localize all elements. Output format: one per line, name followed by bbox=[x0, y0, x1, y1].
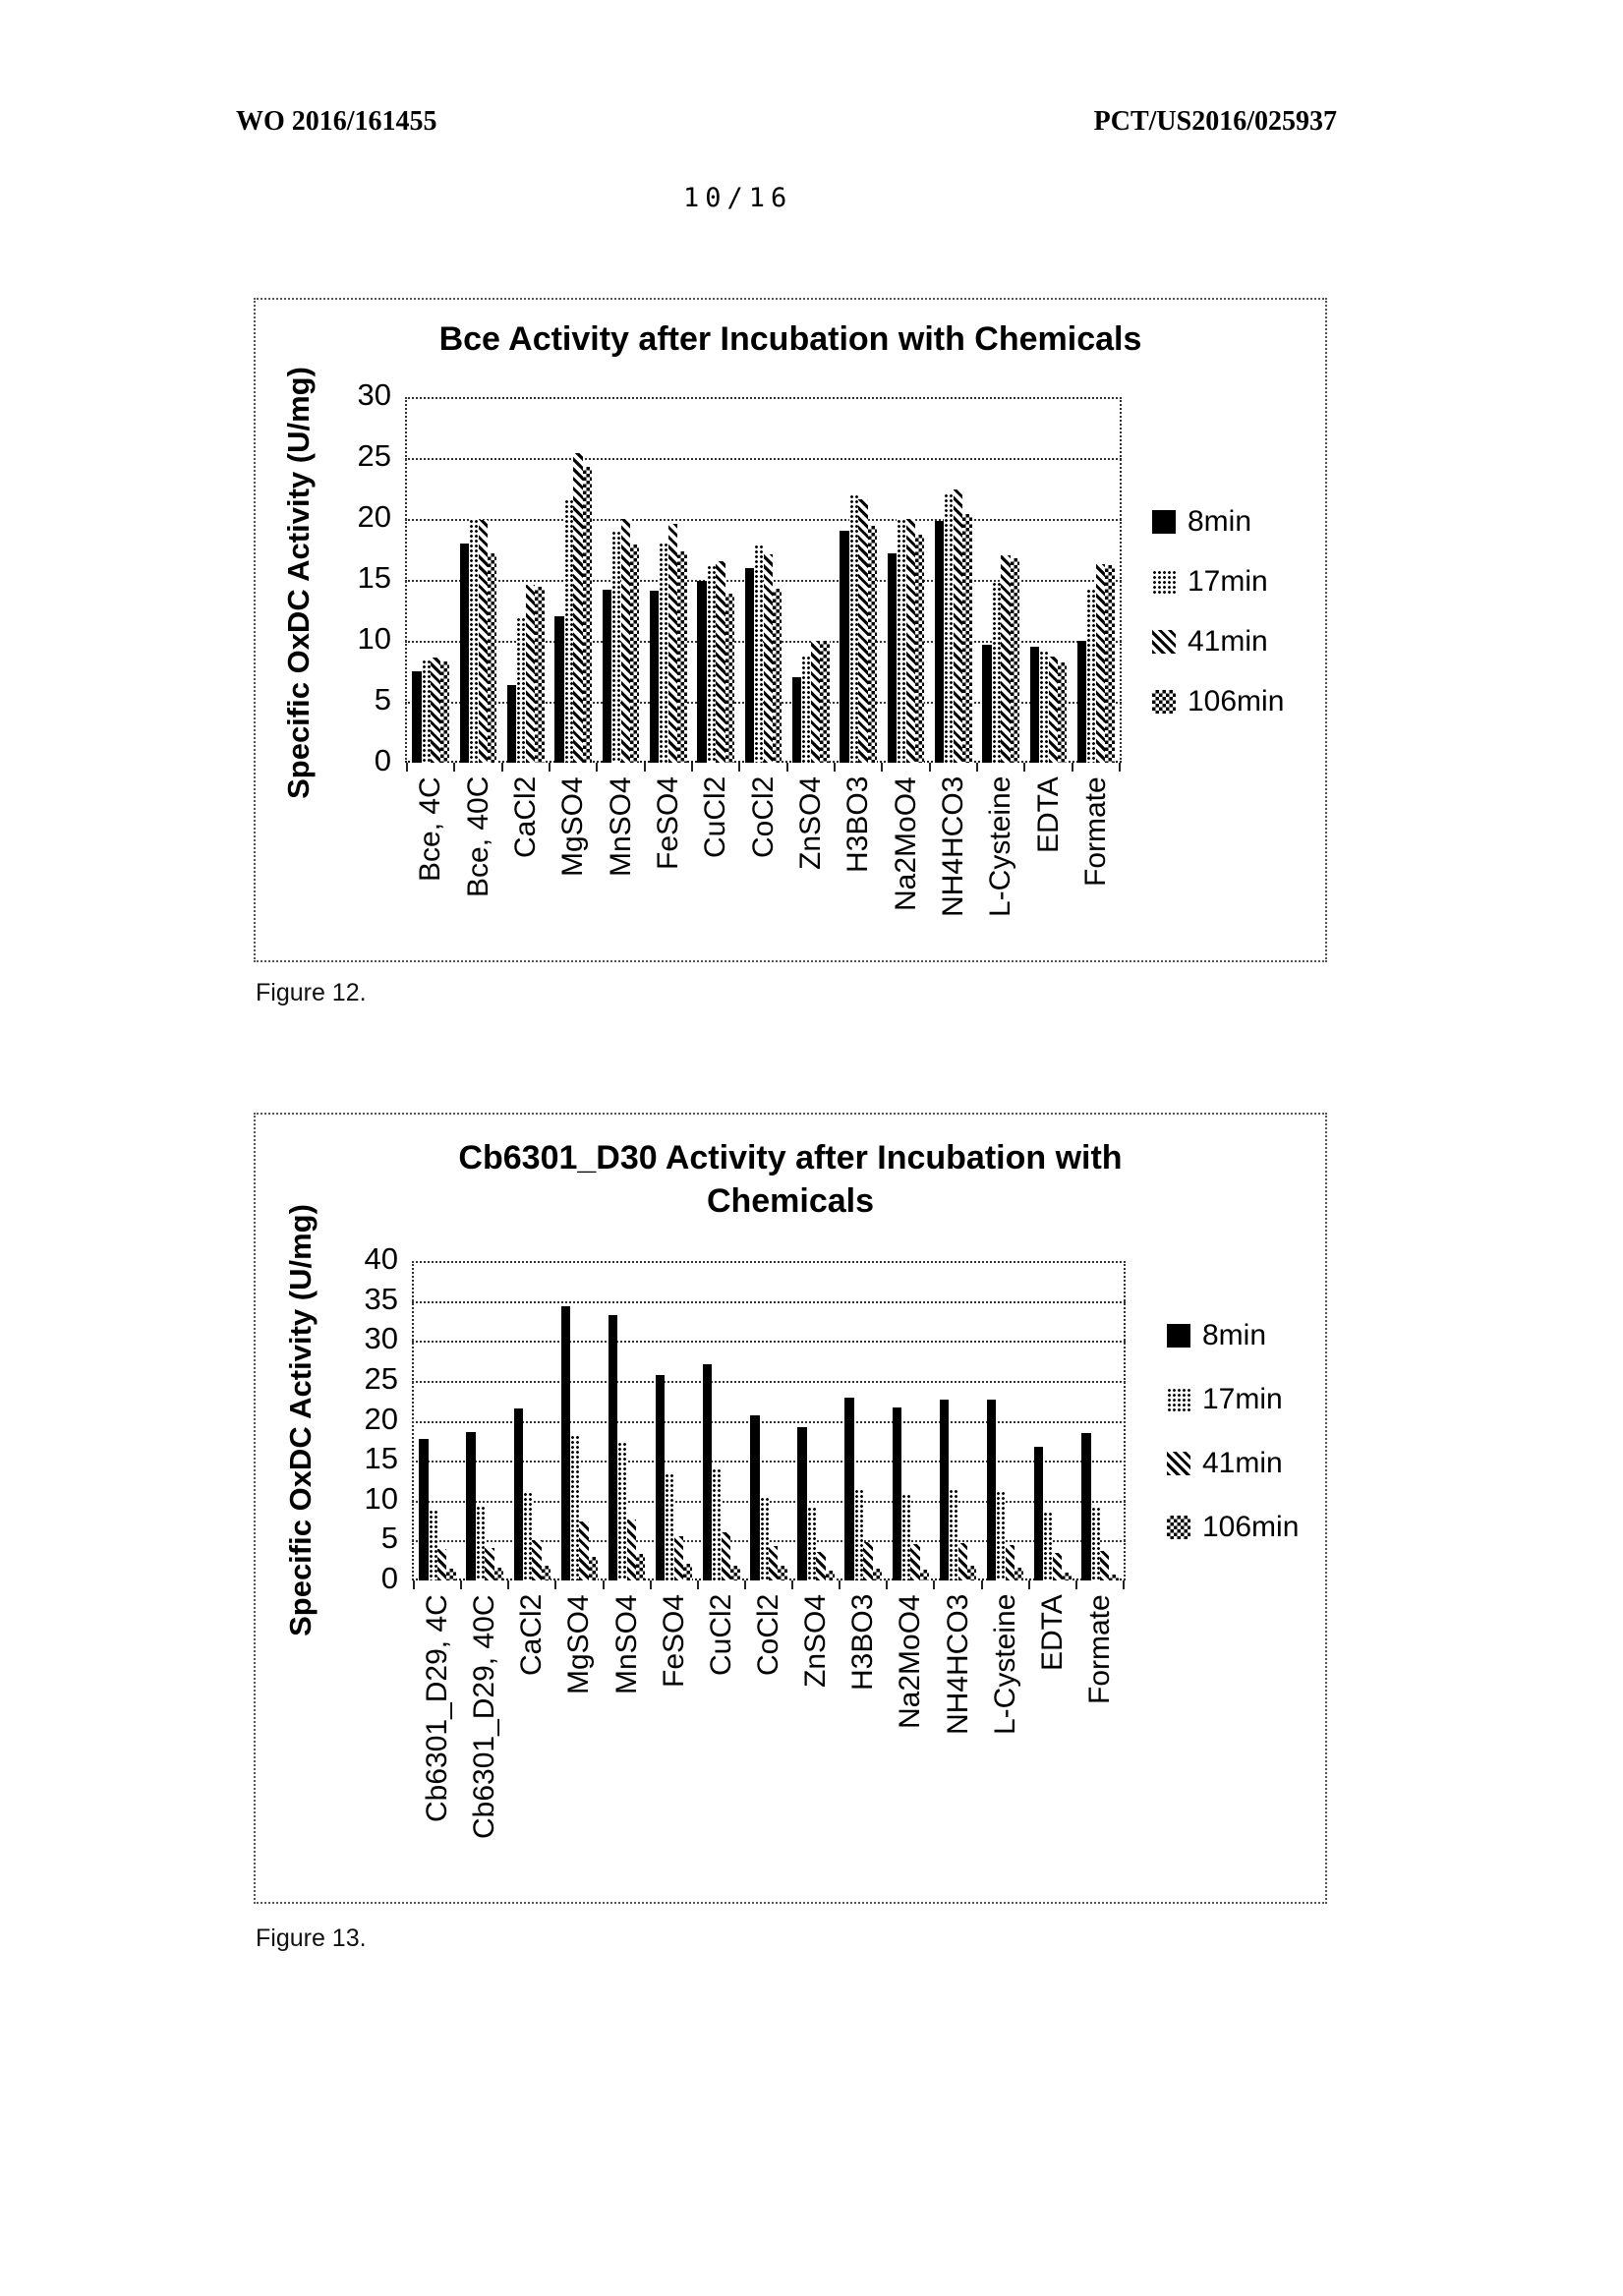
bar bbox=[1030, 647, 1039, 763]
x-axis-tick bbox=[839, 1580, 840, 1589]
bar bbox=[507, 685, 516, 763]
bar bbox=[962, 514, 971, 763]
legend-label: 41min bbox=[1188, 625, 1268, 658]
x-axis-tick bbox=[1028, 1580, 1030, 1589]
bar bbox=[801, 656, 810, 763]
bar bbox=[982, 645, 991, 763]
bar bbox=[419, 1439, 428, 1580]
bar bbox=[561, 1306, 570, 1580]
x-category-label: ZnSO4 bbox=[799, 1594, 833, 1689]
bar bbox=[466, 1432, 475, 1580]
bar bbox=[429, 1510, 437, 1580]
x-axis-tick bbox=[1072, 763, 1073, 772]
bar bbox=[523, 1492, 532, 1580]
bar bbox=[570, 1435, 579, 1580]
x-category-label: H3BO3 bbox=[846, 1594, 880, 1692]
bar bbox=[603, 590, 611, 763]
y-tick-label: 20 bbox=[357, 499, 391, 535]
bar bbox=[697, 581, 706, 763]
x-category-label: MgSO4 bbox=[556, 776, 590, 877]
bar bbox=[920, 1570, 929, 1580]
bar bbox=[650, 591, 659, 763]
plot-area bbox=[357, 377, 1122, 918]
gridline bbox=[405, 458, 1122, 460]
gridline bbox=[412, 1341, 1126, 1343]
legend-marker-17min bbox=[1152, 570, 1176, 594]
gridline bbox=[412, 1301, 1126, 1303]
bar bbox=[1006, 1545, 1014, 1580]
bar bbox=[668, 524, 677, 763]
bar bbox=[915, 535, 924, 763]
bar bbox=[906, 519, 915, 763]
bar bbox=[636, 1554, 645, 1580]
bar bbox=[1034, 1447, 1043, 1580]
bar bbox=[910, 1544, 919, 1580]
bar bbox=[1011, 558, 1019, 763]
x-category-label: NH4HCO3 bbox=[941, 1594, 974, 1736]
x-axis-tick bbox=[881, 763, 883, 772]
bar bbox=[542, 1566, 551, 1580]
bar bbox=[987, 1400, 996, 1580]
bar bbox=[589, 1557, 598, 1580]
bar bbox=[760, 1497, 769, 1580]
x-axis-tick bbox=[738, 763, 740, 772]
bar bbox=[1014, 1568, 1023, 1580]
y-tick-label: 25 bbox=[364, 1361, 398, 1397]
bar bbox=[996, 1491, 1005, 1580]
figure-13-box bbox=[254, 1113, 1327, 1904]
bar bbox=[1043, 1512, 1052, 1580]
x-category-label: CaCl2 bbox=[508, 776, 542, 859]
x-category-label: CuCl2 bbox=[704, 1594, 737, 1677]
bar bbox=[868, 526, 877, 763]
y-tick-label: 15 bbox=[364, 1441, 398, 1476]
bar bbox=[683, 1564, 692, 1580]
bar bbox=[863, 1542, 872, 1580]
bar bbox=[949, 1489, 957, 1580]
bar bbox=[1001, 555, 1010, 763]
bar bbox=[514, 1408, 523, 1580]
x-category-label: CaCl2 bbox=[515, 1594, 549, 1677]
chart-title: Bce Activity after Incubation with Chemicals bbox=[438, 320, 1142, 358]
bar bbox=[677, 551, 686, 763]
bar bbox=[488, 553, 496, 763]
bar bbox=[583, 467, 592, 763]
bar bbox=[849, 494, 858, 763]
bar bbox=[840, 531, 848, 763]
x-axis-tick bbox=[406, 763, 408, 772]
bar bbox=[826, 1571, 835, 1580]
patent-number: WO 2016/161455 bbox=[236, 106, 437, 137]
x-axis-tick bbox=[460, 1580, 462, 1589]
x-category-label: EDTA bbox=[1031, 776, 1065, 853]
gridline bbox=[412, 1261, 1126, 1263]
bar bbox=[573, 453, 582, 763]
x-axis-tick bbox=[413, 1580, 415, 1589]
bar bbox=[621, 519, 630, 763]
legend-label: 41min bbox=[1202, 1447, 1283, 1479]
x-axis-tick bbox=[834, 763, 836, 772]
y-tick-label: 5 bbox=[374, 682, 391, 718]
legend-label: 106min bbox=[1188, 685, 1285, 718]
bar bbox=[659, 543, 667, 763]
bar bbox=[1105, 565, 1114, 763]
bar bbox=[1096, 564, 1105, 763]
gridline bbox=[405, 519, 1122, 521]
bar bbox=[665, 1473, 673, 1580]
bar bbox=[897, 519, 905, 763]
bar bbox=[816, 1552, 825, 1580]
x-category-label: H3BO3 bbox=[841, 776, 875, 874]
bar bbox=[437, 1549, 446, 1581]
y-tick-label: 10 bbox=[364, 1480, 398, 1516]
bar bbox=[745, 568, 754, 763]
bar bbox=[564, 499, 573, 763]
y-tick-label: 35 bbox=[364, 1281, 398, 1316]
x-axis-tick bbox=[650, 1580, 652, 1589]
bar bbox=[412, 671, 421, 763]
bar bbox=[764, 554, 773, 763]
y-tick-label: 30 bbox=[364, 1321, 398, 1356]
x-axis-tick bbox=[1023, 763, 1025, 772]
bar bbox=[1077, 641, 1086, 763]
bar bbox=[1039, 651, 1048, 763]
x-category-label: Cb6301_D29, 4C bbox=[421, 1594, 454, 1822]
bar bbox=[1049, 657, 1058, 763]
bar bbox=[873, 1569, 882, 1580]
x-category-label: CuCl2 bbox=[699, 776, 732, 859]
bar bbox=[422, 660, 431, 763]
legend-marker-106min bbox=[1167, 1516, 1190, 1539]
x-axis-tick bbox=[507, 1580, 509, 1589]
legend-item bbox=[1167, 1319, 1266, 1352]
bar bbox=[944, 493, 953, 763]
gridline bbox=[405, 397, 1122, 399]
bar bbox=[954, 489, 962, 763]
x-axis-tick bbox=[554, 1580, 556, 1589]
legend-marker-41min bbox=[1152, 630, 1176, 654]
bar bbox=[494, 1568, 503, 1580]
bar bbox=[967, 1566, 976, 1580]
bar bbox=[611, 531, 620, 763]
bar bbox=[674, 1536, 683, 1581]
x-category-label: Formate bbox=[1078, 776, 1112, 887]
y-tick-label: 5 bbox=[380, 1521, 398, 1556]
bar bbox=[479, 520, 488, 763]
x-category-label: Na2MoO4 bbox=[889, 776, 922, 911]
bar bbox=[858, 499, 867, 763]
bar bbox=[707, 565, 716, 763]
x-axis-tick bbox=[691, 763, 693, 772]
bar bbox=[516, 617, 525, 763]
bar bbox=[1081, 1433, 1090, 1580]
figure-12-box bbox=[254, 298, 1327, 962]
legend-label: 17min bbox=[1202, 1383, 1283, 1415]
x-axis-tick bbox=[596, 763, 598, 772]
x-category-label: Bce, 4C bbox=[414, 776, 447, 882]
legend-marker-17min bbox=[1167, 1388, 1190, 1411]
legend-marker-8min bbox=[1167, 1324, 1190, 1348]
x-category-label: L-Cysteine bbox=[984, 776, 1017, 918]
bar bbox=[476, 1506, 485, 1580]
x-category-label: Cb6301_D29, 40C bbox=[468, 1594, 501, 1839]
x-category-label: MnSO4 bbox=[604, 776, 637, 877]
x-axis-tick bbox=[786, 763, 788, 772]
bar bbox=[992, 582, 1001, 763]
bar bbox=[854, 1489, 863, 1580]
x-axis-tick bbox=[603, 1580, 605, 1589]
x-category-label: EDTA bbox=[1035, 1594, 1069, 1671]
bar bbox=[617, 1442, 626, 1580]
bar bbox=[844, 1398, 853, 1580]
legend-label: 8min bbox=[1202, 1319, 1267, 1351]
bar bbox=[554, 616, 563, 763]
y-tick-label: 10 bbox=[357, 621, 391, 657]
x-category-label: MgSO4 bbox=[562, 1594, 596, 1694]
x-category-label: MnSO4 bbox=[609, 1594, 643, 1694]
chart-title: Cb6301_D30 Activity after Incubation with Chemicals bbox=[458, 1139, 1123, 1221]
bar bbox=[656, 1375, 665, 1580]
bar bbox=[579, 1521, 588, 1580]
y-tick-label: 15 bbox=[357, 560, 391, 596]
bar bbox=[703, 1364, 712, 1580]
legend-item bbox=[1167, 1447, 1283, 1480]
y-tick-label: 0 bbox=[380, 1561, 398, 1596]
bar bbox=[431, 658, 439, 763]
figure-13-caption: Figure 13. bbox=[256, 1924, 367, 1952]
x-axis-tick bbox=[453, 763, 455, 772]
x-category-label: FeSO4 bbox=[651, 776, 684, 871]
bar bbox=[769, 1546, 778, 1580]
page-number: 10/16 bbox=[683, 183, 793, 213]
x-axis-tick bbox=[697, 1580, 699, 1589]
y-tick-label: 20 bbox=[364, 1401, 398, 1436]
x-category-label: CoCl2 bbox=[746, 776, 780, 859]
x-axis-tick bbox=[976, 763, 978, 772]
legend-item bbox=[1152, 625, 1268, 659]
bar bbox=[773, 589, 782, 763]
x-axis-tick bbox=[1119, 763, 1121, 772]
x-axis-tick bbox=[501, 763, 503, 772]
legend-item bbox=[1167, 1383, 1283, 1416]
bar bbox=[485, 1548, 493, 1580]
x-category-label: CoCl2 bbox=[752, 1594, 784, 1677]
legend-item bbox=[1152, 505, 1251, 539]
bar bbox=[1109, 1575, 1118, 1581]
bar bbox=[1062, 1573, 1071, 1580]
bar bbox=[716, 561, 725, 763]
x-axis-tick bbox=[1123, 1580, 1125, 1589]
bar bbox=[532, 1540, 541, 1580]
bar bbox=[725, 594, 734, 763]
application-number: PCT/US2016/025937 bbox=[1093, 106, 1337, 137]
y-axis-title: Specific OxDC Activity (U/mg) bbox=[281, 367, 316, 799]
bar bbox=[722, 1532, 730, 1580]
y-tick-label: 30 bbox=[357, 377, 391, 413]
gridline bbox=[412, 1381, 1126, 1383]
bar bbox=[535, 587, 544, 763]
x-category-label: Na2MoO4 bbox=[894, 1594, 927, 1729]
bar bbox=[460, 544, 469, 763]
bar bbox=[730, 1566, 739, 1580]
legend-label: 8min bbox=[1188, 505, 1252, 538]
bar bbox=[1091, 1507, 1100, 1580]
x-axis-tick bbox=[791, 1580, 793, 1589]
bar bbox=[792, 677, 801, 763]
plot-area bbox=[364, 1241, 1126, 1839]
bar bbox=[935, 521, 944, 763]
x-category-label: FeSO4 bbox=[657, 1594, 690, 1689]
legend-item bbox=[1152, 685, 1284, 718]
y-axis-title: Specific OxDC Activity (U/mg) bbox=[283, 1204, 318, 1636]
x-category-label: Bce, 40C bbox=[461, 776, 494, 898]
x-category-label: NH4HCO3 bbox=[936, 776, 969, 918]
y-tick-label: 40 bbox=[364, 1241, 398, 1277]
legend-label: 106min bbox=[1202, 1511, 1300, 1543]
y-tick-label: 25 bbox=[357, 438, 391, 474]
figure-12-caption: Figure 12. bbox=[256, 979, 367, 1006]
bar bbox=[1058, 662, 1067, 763]
y-tick-label: 0 bbox=[374, 743, 391, 778]
bar bbox=[888, 553, 897, 763]
bar bbox=[807, 1507, 816, 1580]
bar bbox=[1086, 589, 1095, 763]
bar bbox=[440, 661, 449, 763]
bar bbox=[958, 1543, 967, 1580]
legend-item bbox=[1152, 565, 1268, 599]
bar bbox=[627, 1520, 636, 1580]
bar bbox=[940, 1400, 949, 1580]
legend-marker-106min bbox=[1152, 690, 1176, 714]
bar bbox=[778, 1566, 786, 1580]
x-axis-tick bbox=[929, 763, 931, 772]
x-category-label: L-Cysteine bbox=[988, 1594, 1021, 1736]
x-axis-tick bbox=[886, 1580, 888, 1589]
bar bbox=[750, 1415, 759, 1580]
bar bbox=[630, 545, 639, 763]
bar bbox=[1100, 1551, 1109, 1580]
x-category-label: ZnSO4 bbox=[793, 776, 827, 871]
bar bbox=[754, 545, 763, 763]
bar bbox=[469, 519, 478, 763]
legend-marker-8min bbox=[1152, 510, 1176, 534]
x-axis-tick bbox=[644, 763, 646, 772]
legend-label: 17min bbox=[1188, 565, 1268, 598]
legend-item bbox=[1167, 1511, 1299, 1544]
bar bbox=[446, 1569, 455, 1580]
x-axis-tick bbox=[981, 1580, 983, 1589]
bar bbox=[811, 641, 820, 763]
bar bbox=[609, 1315, 617, 1580]
x-category-label: Formate bbox=[1082, 1594, 1116, 1704]
bar bbox=[893, 1407, 901, 1580]
x-axis-tick bbox=[933, 1580, 935, 1589]
bar bbox=[1053, 1553, 1062, 1580]
legend-marker-41min bbox=[1167, 1452, 1190, 1475]
bar bbox=[712, 1468, 721, 1580]
x-axis-tick bbox=[744, 1580, 746, 1589]
bar bbox=[526, 585, 535, 763]
bar bbox=[797, 1427, 806, 1580]
x-axis-tick bbox=[1075, 1580, 1077, 1589]
bar bbox=[901, 1494, 910, 1580]
x-axis-tick bbox=[549, 763, 551, 772]
bar bbox=[820, 641, 829, 763]
